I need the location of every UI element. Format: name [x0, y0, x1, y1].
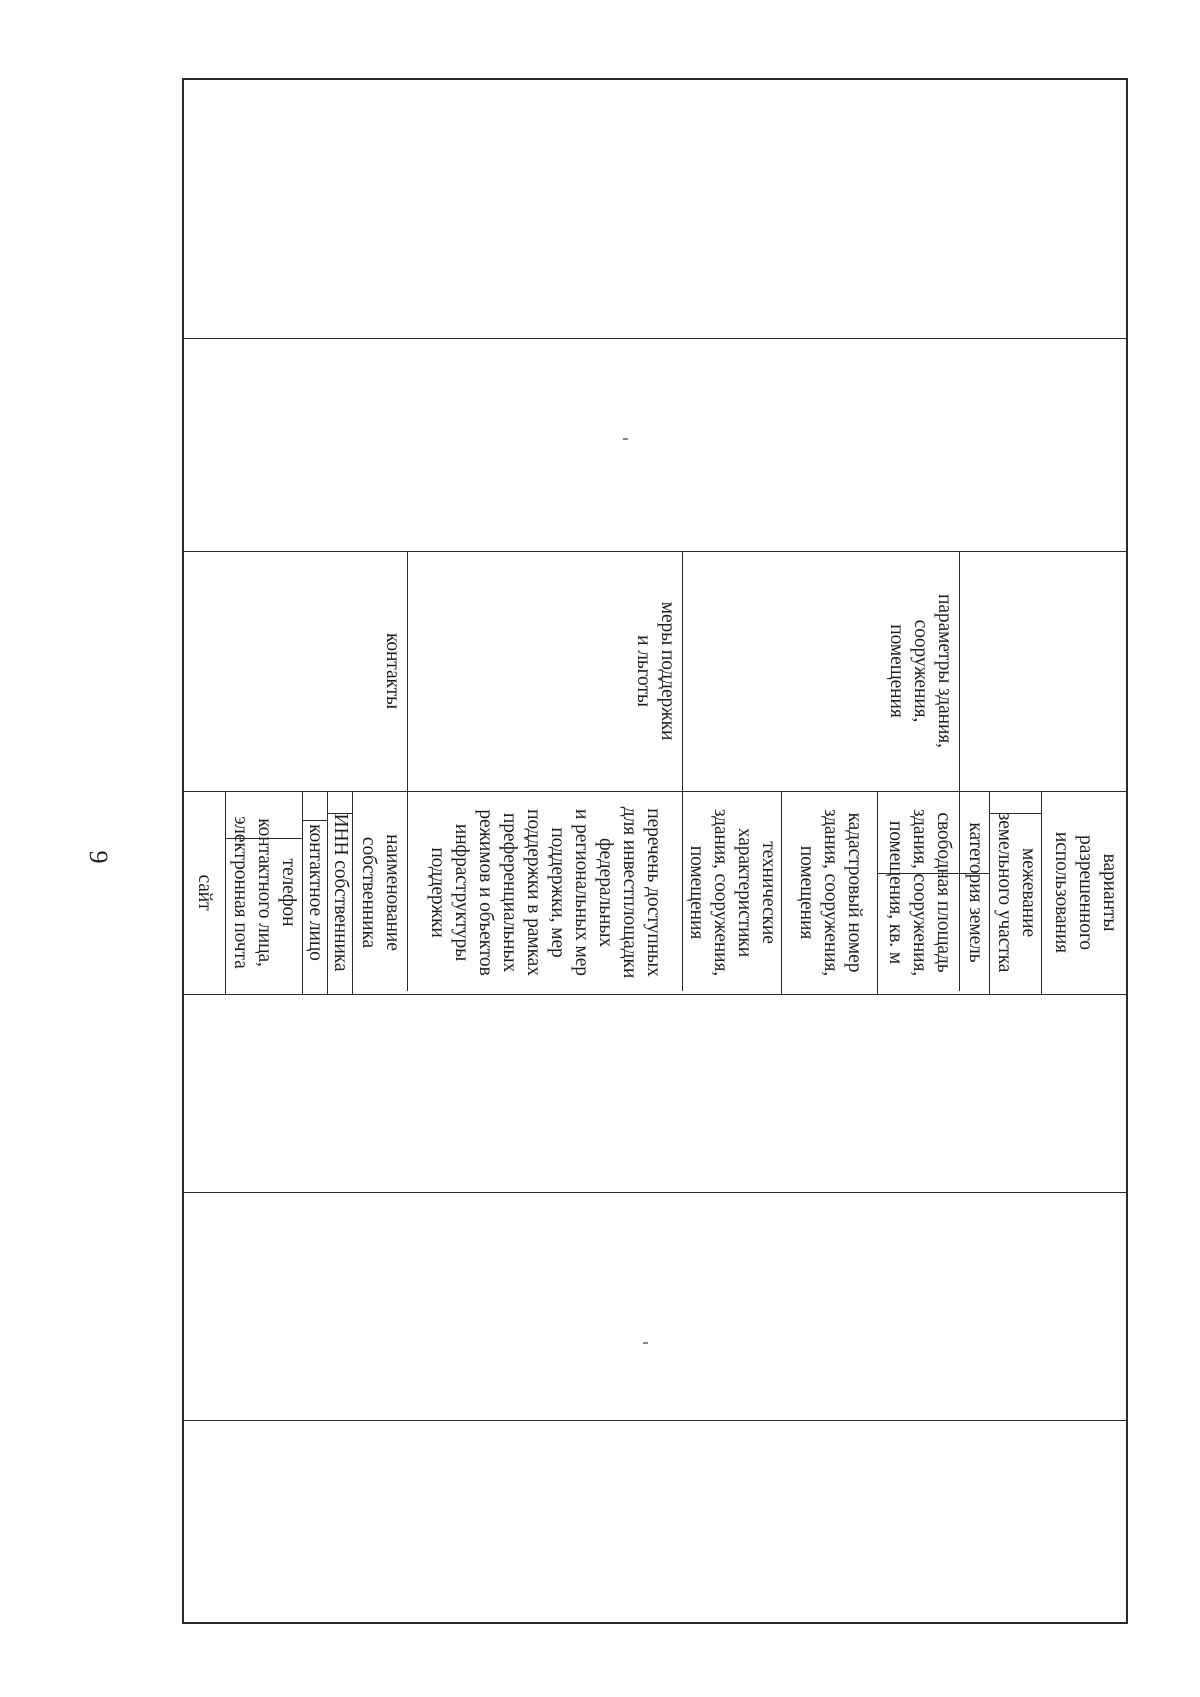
column-divider	[182, 994, 1128, 995]
column-divider	[182, 338, 1128, 339]
scan-speck	[623, 438, 628, 440]
group-cell-support-measures: меры поддержки и льготы	[633, 601, 678, 741]
label-land-survey: межевание земельного участка	[994, 812, 1039, 973]
group-cell-contacts: контакты	[382, 632, 403, 710]
column-divider	[182, 1420, 1128, 1421]
label-contact-phone-email: телефон контактного лица, электронная почта	[230, 816, 300, 969]
label-owner-name: наименование собственника	[358, 834, 404, 951]
rotated-page-area	[182, 78, 1128, 1624]
label-support-measures-list: перечень доступных для инвестплощадки федеральных и региональных мер поддержки, мер поддержки в рамках преференциальных режимов и объектов инфраструктуры поддержки	[427, 806, 665, 979]
label-website: сайт	[194, 874, 215, 911]
scan-speck	[643, 1342, 648, 1344]
column-divider	[182, 1192, 1128, 1193]
label-owner-inn: ИНН собственника	[330, 813, 352, 972]
group-cell-building-parameters: параметры здания, сооружения, помещения	[886, 594, 955, 748]
label-permitted-use: варианты разрешенного использования	[1051, 831, 1120, 954]
label-cadastral-number: кадастровый номер здания, сооружения, помещения	[796, 808, 865, 977]
page-number: 9	[84, 850, 113, 864]
label-land-category: категория земель	[965, 822, 986, 963]
label-free-area: свободная площадь здания, сооружения, помещения, кв. м	[885, 808, 954, 977]
label-contact-person: контактное лицо	[305, 824, 327, 961]
landscape-page	[182, 78, 1128, 1624]
label-technical-characteristics: технические характеристики здания, сооружения, помещения	[686, 808, 780, 977]
